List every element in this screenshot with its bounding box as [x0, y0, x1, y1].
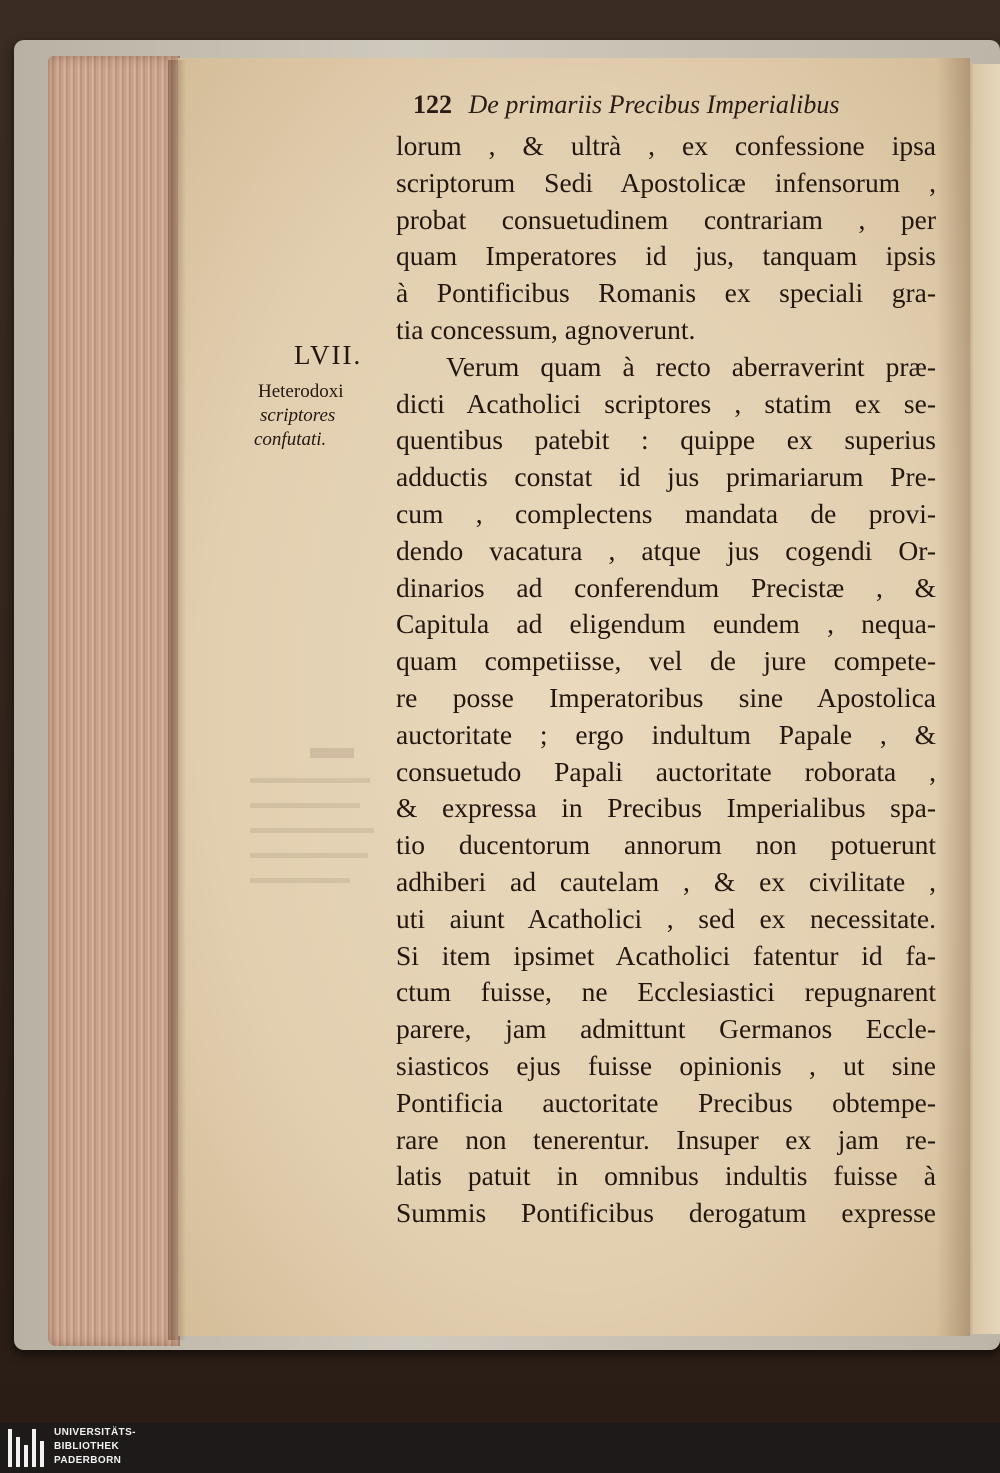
text-line: Verum quam à recto aberraverint præ- — [446, 350, 936, 382]
text-line: re posse Imperatoribus sine Apostolica — [396, 681, 936, 713]
footer-bar — [0, 1423, 1000, 1473]
text-line: Pontificia auctoritate Precibus obtempe- — [396, 1086, 936, 1118]
text-line: probat consuetudinem contrariam , per — [396, 203, 936, 235]
margin-note-line: confutati. — [254, 429, 327, 450]
text-line: Summis Pontificibus derogatum expresse — [396, 1197, 936, 1229]
page-edge-shadow — [168, 60, 186, 1340]
bleed-through-svg — [240, 748, 390, 908]
ghost-mark — [250, 803, 360, 808]
text-line: scriptorum Sedi Apostolicæ infensorum , — [396, 166, 936, 198]
text-line: ctum fuisse, ne Ecclesiastici repugnarent — [396, 976, 936, 1008]
text-line: latis patuit in omnibus indultis fuisse à — [396, 1160, 936, 1192]
text-line: lorum , & ultrà , ex confessione ipsa — [396, 130, 936, 161]
text-line: quam Imperatores id jus, tanquam ipsis — [396, 240, 936, 272]
text-line: siasticos ejus fuisse opinionis , ut sine — [396, 1049, 936, 1081]
page-number: 122 — [413, 90, 452, 119]
text-line: adductis constat id jus primariarum Pre- — [396, 461, 936, 493]
logo-bar — [24, 1445, 28, 1467]
library-name-line: PADERBORN — [54, 1455, 122, 1466]
page-edges — [48, 56, 180, 1346]
ghost-mark — [310, 748, 354, 758]
logo-bar — [40, 1441, 44, 1467]
text-line: & expressa in Precibus Imperialibus spa- — [396, 792, 936, 824]
text-line: uti aiunt Acatholici , sed ex necessitate. — [396, 902, 936, 934]
text-line: auctoritate ; ergo indultum Papale , & — [396, 718, 936, 750]
ghost-mark — [250, 778, 370, 783]
logo-bar — [32, 1429, 36, 1467]
library-name-line: UNIVERSITÄTS- — [54, 1427, 136, 1438]
text-line: consuetudo Papali auctoritate roborata , — [396, 755, 936, 787]
library-name — [54, 1426, 136, 1468]
text-line: tia concessum, agnoverunt. — [396, 313, 696, 345]
margin-note-line: Heterodoxi — [258, 381, 344, 402]
text-line: dicti Acatholici scriptores , statim ex se- — [396, 387, 936, 419]
text-line: rare non tenerentur. Insuper ex jam re- — [396, 1123, 936, 1155]
library-logo-icon — [8, 1429, 48, 1467]
ghost-mark — [250, 878, 350, 883]
ghost-mark — [250, 828, 374, 833]
margin-note — [252, 380, 412, 452]
bleed-through-marks — [240, 748, 390, 908]
logo-bar — [8, 1429, 12, 1467]
margin-note-line: scriptores — [260, 405, 336, 426]
section-number: LVII. — [294, 340, 363, 370]
text-line: quam competiisse, vel de jure compete- — [396, 645, 936, 677]
text-line: à Pontificibus Romanis ex speciali gra- — [396, 277, 936, 309]
text-line: cum , complectens mandata de provi- — [396, 497, 936, 529]
ghost-mark — [250, 853, 368, 858]
text-line: quentibus patebit : quippe ex superius — [396, 424, 936, 456]
body-text — [396, 128, 936, 1232]
text-line: dendo vacatura , atque jus cogendi Or- — [396, 534, 936, 566]
text-line: dinarios ad conferendum Precistæ , & — [396, 571, 936, 603]
logo-bar — [16, 1437, 20, 1467]
library-name-line: BIBLIOTHEK — [54, 1441, 120, 1452]
page-gutter-shadow — [936, 58, 970, 1336]
text-line: adhiberi ad cautelam , & ex civilitate , — [396, 865, 936, 897]
book-page — [178, 58, 970, 1336]
running-title: De primariis Precibus Imperialibus — [468, 90, 840, 119]
text-line: tio ducentorum annorum non potuerunt — [396, 829, 936, 861]
text-line: Si item ipsimet Acatholici fatentur id fa- — [396, 939, 936, 971]
text-line: Capitula ad eligendum eundem , nequa- — [396, 608, 936, 640]
text-line: parere, jam admittunt Germanos Eccle- — [396, 1013, 936, 1045]
running-head — [413, 90, 973, 120]
